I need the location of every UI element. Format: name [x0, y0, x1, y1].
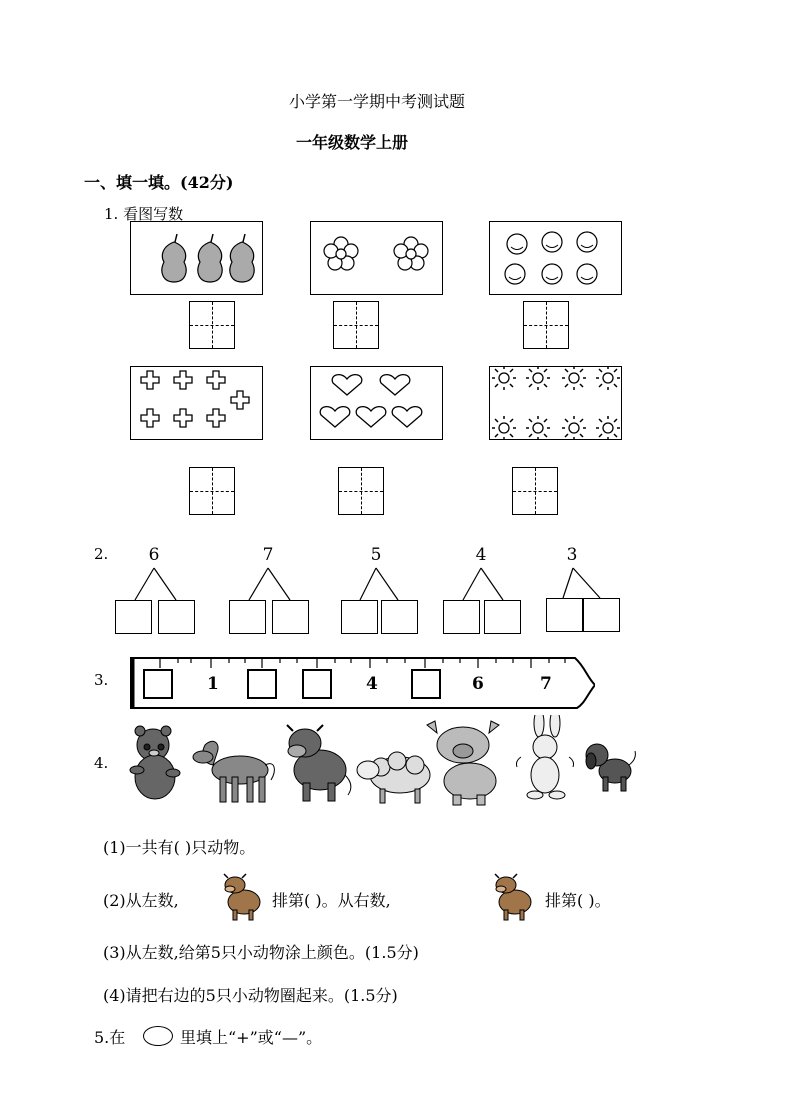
answer-square[interactable]: [381, 600, 418, 634]
answer-grid[interactable]: [333, 301, 379, 349]
ruler-answer-box[interactable]: [247, 669, 277, 699]
horse-icon: [193, 741, 274, 802]
answer-grid[interactable]: [523, 301, 569, 349]
question-1-label: 1. 看图写数: [104, 205, 184, 223]
pears-icon: [131, 222, 261, 294]
ruler-answer-box[interactable]: [143, 669, 173, 699]
decomposition-number: 6: [148, 545, 160, 565]
picture-box-smileys: [489, 221, 622, 295]
answer-square[interactable]: [115, 600, 152, 634]
cow-icon: [218, 870, 270, 922]
question-4-sub3: (3)从左数,给第5只小动物涂上颜色。(1.5分): [103, 943, 419, 962]
flowers-icon: [311, 222, 441, 294]
question-4-sub4: (4)请把右边的5只小动物圈起来。(1.5分): [103, 986, 398, 1005]
question-4-sub2-part1: (2)从左数,: [103, 891, 179, 910]
cross-shapes-icon: [131, 367, 261, 439]
page-subtitle: 一年级数学上册: [296, 133, 409, 152]
pig-icon: [427, 721, 499, 805]
picture-box-crosses: [130, 366, 263, 440]
ruler-number: 1: [207, 674, 219, 694]
sheep-icon: [357, 752, 430, 803]
ruler-answer-box[interactable]: [411, 669, 441, 699]
answer-square[interactable]: [546, 598, 583, 632]
question-5-label-part2: 里填上“+”或“—”。: [180, 1028, 323, 1047]
section-heading: 一、填一填。(42分): [84, 173, 234, 192]
answer-square[interactable]: [443, 600, 480, 634]
smiley-faces-icon: [490, 222, 620, 294]
bear-icon: [130, 726, 180, 799]
cow-icon: [287, 725, 351, 801]
answer-grid[interactable]: [512, 467, 558, 515]
dog-icon: [586, 744, 635, 791]
answer-grid[interactable]: [189, 467, 235, 515]
sun-icon: [490, 367, 620, 439]
answer-grid[interactable]: [189, 301, 235, 349]
page-title: 小学第一学期中考测试题: [289, 92, 466, 111]
picture-box-flowers: [310, 221, 443, 295]
question-2-label: 2.: [94, 545, 109, 563]
animals-row: [125, 715, 645, 810]
answer-grid[interactable]: [338, 467, 384, 515]
answer-square[interactable]: [583, 598, 620, 632]
question-5-label-part1: 5.在: [94, 1028, 126, 1047]
question-4-sub2-part3: 排第( )。: [545, 891, 611, 910]
answer-square[interactable]: [229, 600, 266, 634]
answer-square[interactable]: [484, 600, 521, 634]
ruler-number: 4: [366, 674, 378, 694]
rabbit-icon: [517, 715, 574, 799]
operator-oval[interactable]: [143, 1026, 173, 1046]
question-3-label: 3.: [94, 671, 109, 689]
decomposition-number: 5: [370, 545, 382, 565]
picture-box-hearts: [310, 366, 443, 440]
question-4-label: 4.: [94, 754, 109, 772]
decomposition-lines: [0, 560, 790, 605]
picture-box-pears: [130, 221, 263, 295]
cow-icon: [489, 870, 541, 922]
question-4-sub1: (1)一共有( )只动物。: [103, 838, 256, 857]
ruler-number: 6: [472, 674, 484, 694]
decomposition-number: 3: [566, 545, 578, 565]
question-4-sub2-part2: 排第( )。从右数,: [272, 891, 391, 910]
hearts-icon: [311, 367, 441, 439]
answer-square[interactable]: [272, 600, 309, 634]
ruler-answer-box[interactable]: [302, 669, 332, 699]
decomposition-number: 4: [475, 545, 487, 565]
ruler: [125, 655, 595, 713]
ruler-number: 7: [540, 674, 552, 694]
decomposition-number: 7: [262, 545, 274, 565]
answer-square[interactable]: [341, 600, 378, 634]
picture-box-suns: [489, 366, 622, 440]
answer-square[interactable]: [158, 600, 195, 634]
